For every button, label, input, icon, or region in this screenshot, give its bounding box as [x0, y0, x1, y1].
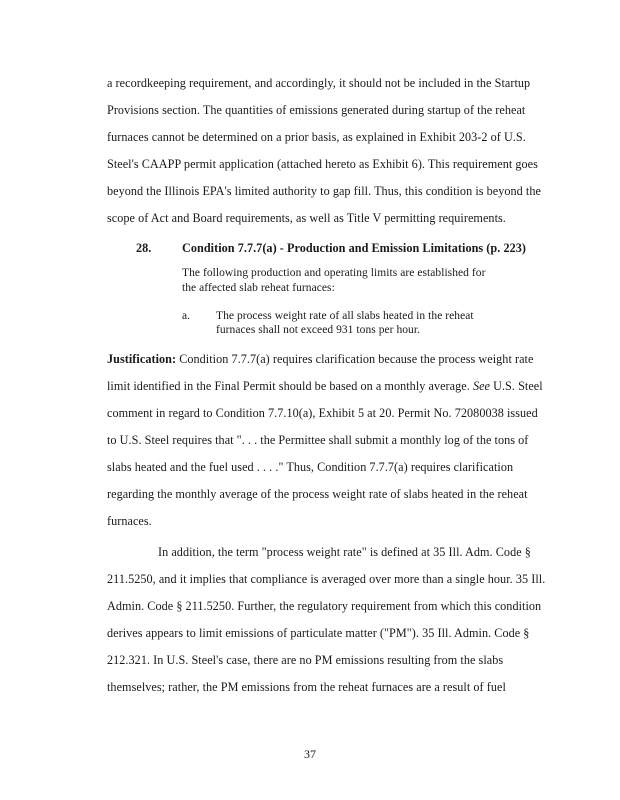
body-line: Steel's CAAPP permit application (attached hereto as Exhibit 6). This requirement goes	[107, 157, 538, 171]
section-number: 28.	[136, 241, 152, 255]
justification-text: U.S. Steel	[490, 379, 543, 393]
quote-line: The following production and operating limits are established for	[182, 267, 486, 279]
page-number: 37	[304, 747, 316, 761]
body-line: Provisions section. The quantities of emissions generated during startup of the reheat	[107, 103, 526, 117]
see-signal: See	[472, 379, 490, 393]
justification-line: comment in regard to Condition 7.7.10(a), Exhibit 5 at 20. Permit No. 72080038 issued	[107, 406, 538, 420]
body-line: 211.5250, and it implies that compliance is averaged over more than a single hour. 35 Ill.	[107, 572, 546, 586]
body-line: derives appears to limit emissions of particulate matter ("PM"). 35 Ill. Admin. Code §	[107, 626, 530, 640]
justification-line: regarding the monthly average of the process weight rate of slabs heated in the reheat	[107, 487, 528, 501]
quote-item-label: a.	[182, 310, 191, 322]
justification-line	[107, 379, 543, 394]
quote-item-line: The process weight rate of all slabs heated in the reheat	[216, 310, 474, 322]
justification-label: Justification:	[107, 352, 177, 366]
justification-line: to U.S. Steel requires that ". . . the Permittee shall submit a monthly log of the tons of	[107, 433, 529, 447]
justification-line: furnaces.	[107, 514, 152, 528]
body-line: a recordkeeping requirement, and accordingly, it should not be included in the Startup	[107, 76, 531, 90]
justification-text: Condition 7.7.7(a) requires clarification because the process weight rate	[176, 352, 534, 366]
body-line: In addition, the term "process weight rate" is defined at 35 Ill. Adm. Code §	[158, 545, 531, 559]
justification-text: limit identified in the Final Permit should be based on a monthly average.	[107, 379, 470, 393]
body-line: Admin. Code § 211.5250. Further, the regulatory requirement from which this condition	[107, 599, 542, 613]
body-line: themselves; rather, the PM emissions from the reheat furnaces are a result of fuel	[107, 680, 506, 694]
body-line: 212.321. In U.S. Steel's case, there are no PM emissions resulting from the slabs	[107, 653, 504, 667]
quote-item-line: furnaces shall not exceed 931 tons per hour.	[216, 324, 421, 336]
body-line: beyond the Illinois EPA's limited authority to gap fill. Thus, this condition is beyond the	[107, 184, 541, 198]
quote-line: the affected slab reheat furnaces:	[182, 282, 335, 294]
body-line: furnaces cannot be determined on a prior basis, as explained in Exhibit 203-2 of U.S.	[107, 130, 526, 144]
justification-line: slabs heated and the fuel used . . . ." Thus, Condition 7.7.7(a) requires clarification	[107, 460, 514, 474]
section-heading: Condition 7.7.7(a) - Production and Emission Limitations (p. 223)	[182, 241, 526, 255]
body-line: scope of Act and Board requirements, as well as Title V permitting requirements.	[107, 211, 506, 225]
justification-line	[107, 352, 533, 367]
